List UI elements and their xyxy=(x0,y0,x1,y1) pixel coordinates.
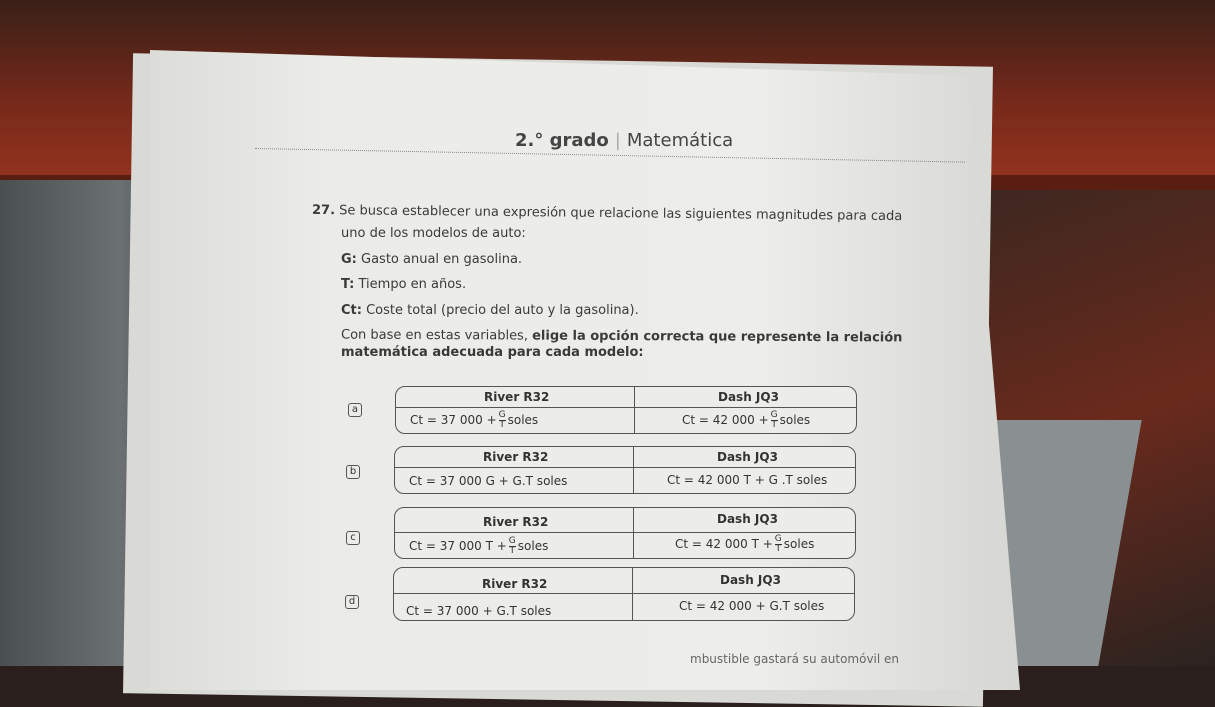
option-letter-c[interactable]: c xyxy=(346,531,360,545)
formula-river: Ct = 37 000 + $\frac{G}{T}$ soles xyxy=(410,410,539,430)
var-ct xyxy=(341,303,639,318)
instruction-line2 xyxy=(341,345,644,360)
formula-river: Ct = 37 000 G + G.T soles xyxy=(409,474,568,488)
grade: 2.° grado xyxy=(515,130,609,151)
option-d-table[interactable] xyxy=(393,567,855,621)
col-river: River R32 xyxy=(483,450,549,464)
var-desc: Gasto anual en gasolina. xyxy=(361,252,523,267)
var-key: Ct: xyxy=(341,303,362,318)
instruction-plain: Con base en estas variables, xyxy=(340,327,529,344)
instruction-bold: elige la opción correcta que represente la relación xyxy=(532,328,903,346)
var-g xyxy=(341,252,522,267)
option-letter-b[interactable]: b xyxy=(346,465,360,479)
var-key: G: xyxy=(341,252,357,267)
option-letter-d[interactable]: d xyxy=(345,595,359,609)
var-key: T: xyxy=(341,277,355,292)
formula-dash: Ct = 42 000 + G.T soles xyxy=(679,599,825,613)
option-c-table[interactable] xyxy=(394,507,856,559)
option-b-table[interactable] xyxy=(394,446,856,494)
question-text: Se busca establecer una expresión que relacione las siguientes magnitudes para cada xyxy=(339,203,903,225)
option-letter-a[interactable]: a xyxy=(348,403,362,417)
col-dash: Dash JQ3 xyxy=(717,450,778,464)
col-dash: Dash JQ3 xyxy=(720,573,781,587)
formula-dash: Ct = 42 000 T + G .T soles xyxy=(667,473,828,487)
question-number: 27. xyxy=(311,202,336,219)
formula-river: Ct = 37 000 + G.T soles xyxy=(406,604,552,618)
col-dash: Dash JQ3 xyxy=(718,390,779,404)
formula-dash: Ct = 42 000 + $\frac{G}{T}$ soles xyxy=(682,410,811,430)
col-river: River R32 xyxy=(484,390,550,404)
page-header: 2.° grado | Matemática xyxy=(515,130,734,151)
instruction-bold: matemática adecuada para cada modelo: xyxy=(341,345,644,360)
next-question-fragment: mbustible gastará su automóvil en xyxy=(690,652,900,666)
question-line2: uno de los modelos de auto: xyxy=(341,226,526,241)
col-dash: Dash JQ3 xyxy=(717,512,778,526)
col-river: River R32 xyxy=(482,577,548,591)
col-river: River R32 xyxy=(483,515,549,529)
formula-river: Ct = 37 000 T + $\frac{G}{T}$ soles xyxy=(409,536,549,556)
instruction-line1 xyxy=(341,328,903,346)
var-desc: Coste total (precio del auto y la gasolina). xyxy=(366,303,639,318)
subject: Matemática xyxy=(626,130,734,151)
var-desc: Tiempo en años. xyxy=(358,277,467,292)
var-t xyxy=(341,277,466,292)
formula-dash: Ct = 42 000 T + $\frac{G}{T}$ soles xyxy=(675,534,815,554)
option-a-table[interactable] xyxy=(395,386,857,434)
